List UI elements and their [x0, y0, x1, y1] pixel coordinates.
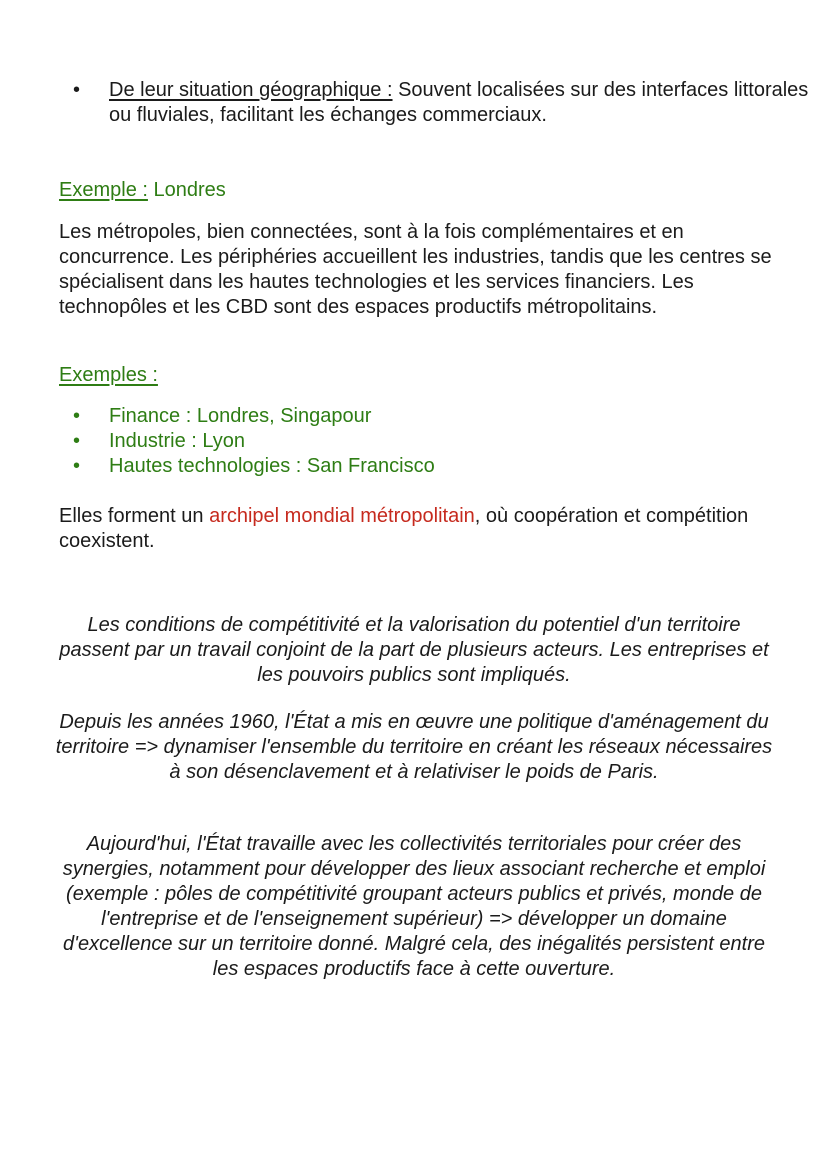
bullet-marker: • [73, 79, 81, 101]
archipel-highlight: archipel mondial métropolitain [209, 505, 475, 527]
competitivite-paragraph: Les conditions de compétitivité et la valorisation du potentiel d'un territoire passent par un travail conjoint de la part de plusieurs acteurs. Les entreprises et les pouvoirs publics sont impliqués. [59, 614, 769, 686]
geographic-situation-text: Souvent localisées sur des interfaces littorales ou fluviales, facilitant les échanges commerciaux. [109, 79, 809, 126]
list-item [59, 429, 759, 454]
list-item [59, 454, 759, 479]
archipel-text-before: Elles forment un [59, 505, 210, 527]
example-item-industrie: Industrie : Lyon [109, 430, 246, 452]
synergies-paragraph: Aujourd'hui, l'État travaille avec les collectivités territoriales pour créer des synergies, notamment pour développer des lieux associant recherche et emploi (exemple : pôles de compétitivité groupant acteurs publics et privés, monde de l'entreprise et de l'enseignement supérieur) => développer un domaine d'excellence sur un territoire donné. Malgré cela, des inégalités persistent entre les espaces productifs face à cette ouverture. [62, 833, 766, 980]
example-label: Exemple : [59, 179, 148, 201]
example-line [59, 178, 226, 203]
bullet-marker: • [73, 455, 81, 477]
examples-list [59, 404, 759, 479]
bullet-marker: • [73, 430, 81, 452]
archipel-paragraph [59, 504, 779, 554]
example-value: Londres [147, 179, 226, 201]
bullet-marker: • [73, 405, 81, 427]
list-item [59, 404, 759, 429]
amenagement-paragraph: Depuis les années 1960, l'État a mis en œuvre une politique d'aménagement du territoire => dynamiser l'ensemble du territoire en créant les réseaux nécessaires à son désenclavement et à relativiser le poids de Paris. [55, 711, 773, 783]
geographic-situation-bullet [59, 78, 809, 128]
geographic-situation-label: De leur situation géographique : [109, 79, 393, 101]
example-item-hautes-technologies: Hautes technologies : San Francisco [109, 455, 435, 477]
metropoles-paragraph: Les métropoles, bien connectées, sont à la fois complémentaires et en concurrence. Les périphéries accueillent les industries, tandis que les centres se spécialisent dans les hautes technologies et les services financiers. Les technopôles et les CBD sont des espaces productifs métropolitains. [59, 221, 772, 318]
examples-heading: Exemples : [59, 364, 158, 386]
example-item-finance: Finance : Londres, Singapour [109, 405, 372, 427]
archipel-text-after: , où coopération et compétition coexistent. [59, 505, 749, 552]
